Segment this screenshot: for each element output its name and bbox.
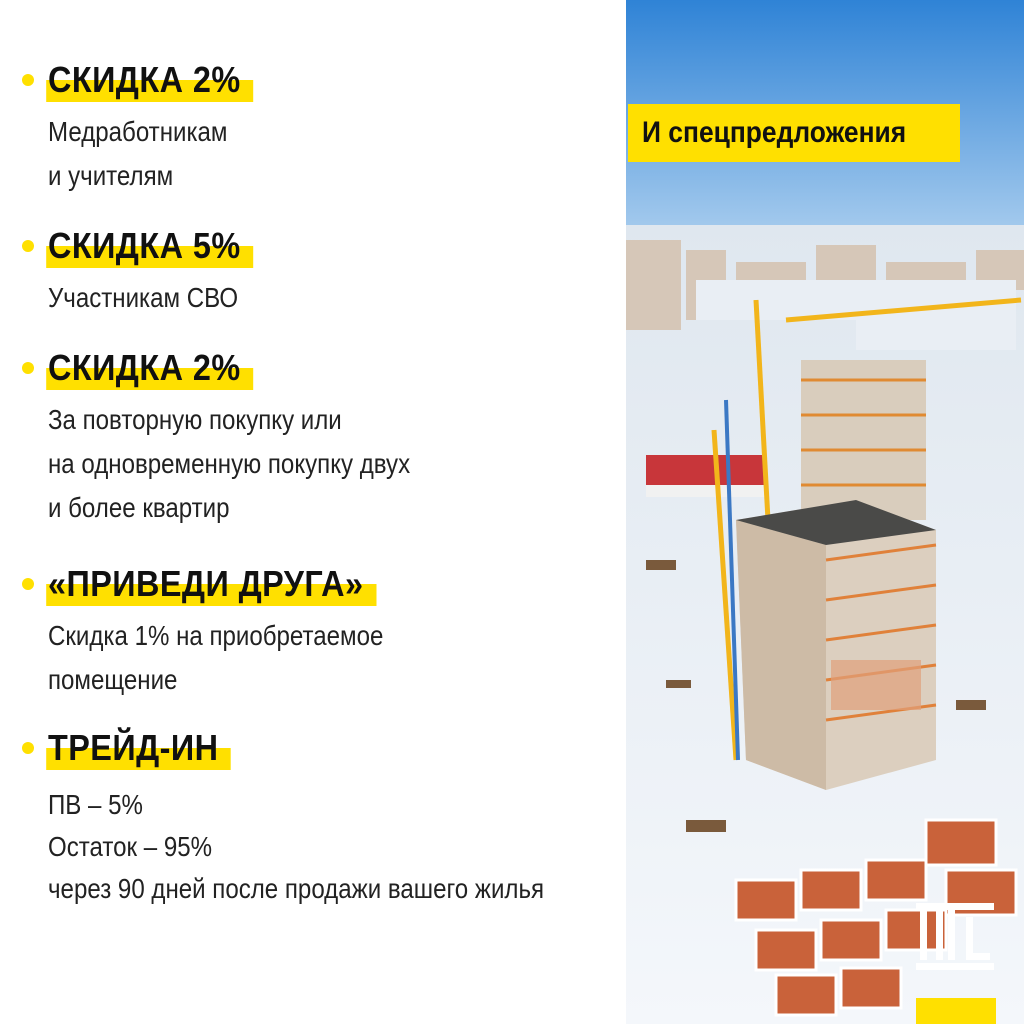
offer-description: ПВ – 5% Остаток – 95% через 90 дней после продажи вашего жилья — [48, 789, 545, 904]
offer-description: Участникам СВО — [48, 282, 239, 313]
offer-5 — [22, 728, 625, 910]
offer-description: За повторную покупку или на одновременную покупку двух и более квартир — [48, 404, 411, 523]
offer-title: ТРЕЙД-ИН — [48, 728, 218, 768]
bullet-dot-icon — [22, 578, 34, 590]
offer-title: СКИДКА 5% — [48, 226, 241, 266]
accent-stripe — [916, 998, 996, 1024]
offer-4 — [22, 564, 438, 702]
offer-3 — [22, 348, 469, 530]
offer-description: Медработникам и учителям — [48, 116, 228, 191]
offer-description: Скидка 1% на приобретаемое помещение — [48, 620, 384, 695]
bullet-dot-icon — [22, 742, 34, 754]
offer-title: «ПРИВЕДИ ДРУГА» — [48, 564, 364, 604]
offer-title: СКИДКА 2% — [48, 60, 241, 100]
bullet-dot-icon — [22, 362, 34, 374]
offer-2 — [22, 226, 269, 320]
bullet-dot-icon — [22, 240, 34, 252]
special-offers-badge: И спецпредложения — [628, 104, 960, 162]
offer-1 — [22, 60, 262, 198]
pgs-logo-icon — [916, 897, 994, 973]
bullet-dot-icon — [22, 74, 34, 86]
offer-title: СКИДКА 2% — [48, 348, 241, 388]
